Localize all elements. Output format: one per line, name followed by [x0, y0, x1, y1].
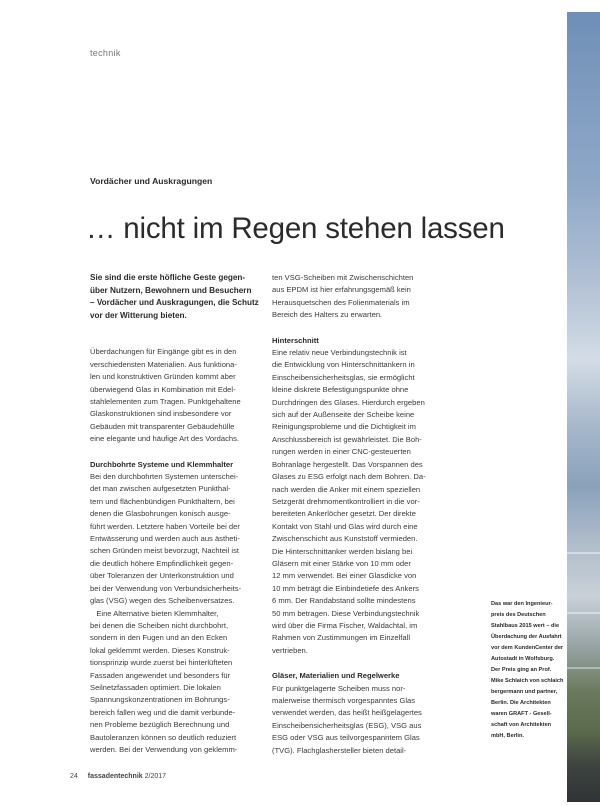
text-line: Herausquetschen des Folienmaterials im	[272, 297, 410, 307]
text-line: sich auf der Außenseite der Scheibe keine	[272, 410, 415, 420]
text-line: Spannungskonzentrationen im Bohrungs-	[90, 695, 230, 705]
section-heading: Gläser, Materialien und Regelwerke	[272, 671, 400, 681]
caption-line: Mike Schlaich von schlaich	[491, 678, 564, 684]
text-line: Fassaden angewendet und besonders für	[90, 670, 231, 680]
text-line: Glaskonstruktionen sind insbesondere vor	[90, 409, 232, 419]
text-line: Reinigungsprobleme und die Dichtigkeit im	[272, 422, 416, 432]
lead-line: vor der Witterung bieten.	[90, 310, 187, 320]
caption-line: Der Preis ging an Prof.	[491, 667, 552, 673]
text-line: über Toleranzen der Unterkonstruktion und	[90, 571, 234, 581]
caption-line: Das war den Ingenieur-	[491, 601, 553, 607]
text-line: Die Hinterschnittanker werden bislang bei	[272, 546, 413, 556]
text-line: malerweise thermisch vorgespanntes Glas	[272, 696, 416, 705]
text-line: bei der Verwendung von Verbundsicherheits-	[90, 583, 242, 593]
caption-line: Überdachung der Ausfahrt	[491, 634, 562, 640]
text-line: nen Probleme bezüglich Berechnung und	[90, 720, 230, 730]
text-line: lokal geklemmt werden. Dieses Konstruk-	[90, 645, 230, 655]
text-line: Kontakt von Stahl und Glas wird durch eine	[272, 521, 418, 531]
caption-line: Stahlbaus 2015 wert – die	[491, 623, 560, 629]
text-line: die deutlich höhere Empfindlichkeit gegen-	[90, 558, 234, 568]
section-hinterschnitt	[272, 335, 444, 658]
text-line: kleine diskrete Befestigungspunkte ohne	[272, 385, 409, 395]
continued-paragraph	[272, 272, 444, 322]
text-line: führt werden. Letztere haben Vorteile bei der	[90, 521, 240, 531]
text-line: Setzgerät drehmomentkontrolliert in die vor-	[272, 496, 420, 506]
text-line: Seilnetzfassaden optimiert. Die lokalen	[90, 682, 221, 692]
text-line: Einscheibensicherheitsglas, sie ermöglicht	[272, 372, 415, 382]
caption-line: preis des Deutschen	[491, 612, 546, 618]
text-line: Bereich des Halters zu erwarten.	[272, 310, 383, 320]
text-line: bereich fallen weg und die damit verbunde-	[90, 707, 236, 717]
caption-line: schaft von Architekten	[491, 722, 552, 728]
text-line: Überdachungen für Eingänge gibt es in den	[90, 347, 237, 357]
column-right	[272, 272, 444, 757]
text-line: Durchdringen des Glases. Hierdurch ergeben	[272, 397, 425, 407]
lead-line: Sie sind die erste höfliche Geste gegen-	[90, 273, 246, 282]
text-line: (TVG). Flachglashersteller bieten detail-	[272, 745, 407, 755]
text-line: die Entwicklung von Hinterschnittankern in	[272, 360, 415, 370]
text-line: det man zwischen aufgesetzten Punkthal-	[90, 484, 231, 494]
text-line: Bautoleranzen können so deutlich reduziert	[90, 732, 237, 742]
text-line: tern und flächenbündigen Punkthaltern, bei	[90, 496, 235, 506]
text-line: schen Gründen meist bevorzugt, Nachteil ist	[90, 546, 239, 556]
page-number: 24	[70, 773, 78, 780]
text-line: Entwässerung und werden auch aus ästheti-	[90, 534, 240, 544]
magazine-name: fassadentechnik	[87, 773, 143, 780]
lead-paragraph	[90, 272, 262, 322]
text-line: Einscheibensicherheitsglas (ESG), VSG aus	[272, 720, 422, 730]
canopy-photo	[567, 12, 600, 802]
caption-line: bergermann und partner,	[491, 689, 558, 695]
text-line: 12 mm verwendet. Bei einer Glasdicke von	[272, 571, 417, 581]
caption-line: Autostadt in Wolfsburg.	[491, 656, 555, 662]
text-line: stahlelementen zum Tragen. Punktgehaltene	[90, 397, 241, 406]
text-line: überwiegend Glas in Kombination mit Edel-	[90, 384, 236, 394]
text-line: Rahmen von Zustimmungen im Einzelfall	[272, 633, 411, 643]
caption-line: waren GRAFT - Gesell-	[491, 711, 552, 717]
lead-line: über Nutzern, Bewohnern und Besuchern	[90, 285, 252, 295]
section-label: technik	[90, 48, 121, 58]
text-line: bei denen die Scheiben nicht durchbohrt,	[90, 620, 229, 630]
text-line: 50 mm betragen. Diese Verbindungstechnik	[272, 608, 420, 618]
intro-paragraph	[90, 346, 262, 445]
section-glaeser-materialien	[272, 670, 444, 757]
text-line: eine elegante und häufige Art des Vordachs.	[90, 434, 240, 444]
headline: … nicht im Regen stehen lassen	[86, 212, 505, 245]
text-line: nach werden die Anker mit einem speziellen	[272, 484, 421, 494]
text-line: Für punktgelagerte Scheiben muss nor-	[272, 683, 406, 693]
text-line: verschiedensten Materialien. Aus funktiona-	[90, 359, 237, 369]
text-line: Gebäuden mit transparenter Gebäudehülle	[90, 421, 235, 431]
text-line: glas (VSG) wegen des Scheibenversatzes.	[90, 596, 235, 606]
caption-line: mbH, Berlin.	[491, 733, 524, 739]
issue-number: 2/2017	[142, 773, 167, 780]
text-line: rungen werden in einer CNC-gesteuerten	[272, 447, 411, 457]
text-line: Anschlussbereich ist gewährleistet. Die Boh-	[272, 434, 422, 444]
text-line: vertrieben.	[272, 645, 308, 655]
column-left	[90, 272, 262, 756]
section-heading: Hinterschnitt	[272, 335, 319, 345]
text-line: verwendet werden, das heißt heißgelagertes	[272, 708, 422, 718]
text-line: Eine Alternative bieten Klemmhalter,	[90, 608, 219, 618]
text-line: denen die Glasbohrungen konisch ausge-	[90, 509, 231, 519]
section-heading: Durchbohrte Systeme und Klemmhalter	[90, 459, 234, 469]
page-footer	[70, 773, 166, 780]
text-line: Eine relativ neue Verbindungstechnik ist	[272, 348, 407, 358]
text-line: wird über die Firma Fischer, Waldachtal, im	[272, 620, 418, 630]
text-line: Zwischenschicht aus Kunststoff vermieden.	[272, 534, 418, 544]
text-line: 10 mm beträgt die Einbindetiefe des Ankers	[272, 583, 419, 593]
kicker: Vordächer und Auskragungen	[90, 176, 213, 186]
caption-line: Berlin. Die Architekten	[491, 700, 551, 706]
text-line: sondern in den Fugen und an den Ecken	[90, 633, 228, 643]
photo-caption	[491, 599, 563, 742]
text-line: Bei den durchbohrten Systemen unterschei-	[90, 472, 239, 482]
lead-line: – Vordächer und Auskragungen, die Schutz	[90, 298, 259, 308]
text-line: werden. Bei der Verwendung von geklemm-	[90, 744, 238, 754]
caption-line: vor dem KundenCenter der	[491, 645, 564, 651]
section-durchbohrte-systeme	[90, 459, 262, 757]
text-line: Glases zu ESG erfolgt nach dem Bohren. Da-	[272, 472, 426, 482]
text-line: bereiteten Ankerlöcher gesetzt. Der direkte	[272, 509, 416, 519]
text-line: tionsprinzip wurde zuerst bei hinterlüfteten	[90, 658, 233, 668]
text-line: len und konstruktiven Gründen kommt aber	[90, 372, 236, 382]
text-line: ESG oder VSG aus teilvorgespanntem Glas	[272, 733, 420, 743]
text-line: Bohranlage hergestellt. Das Vorspannen des	[272, 459, 423, 469]
text-line: Gläsern mit einer Stärke von 10 mm oder	[272, 558, 411, 568]
text-line: 6 mm. Der Randabstand sollte mindestens	[272, 596, 416, 606]
text-line: aus EPDM ist hier erfahrungsgemäß kein	[272, 285, 411, 295]
text-line: ten VSG-Scheiben mit Zwischenschichten	[272, 273, 414, 282]
